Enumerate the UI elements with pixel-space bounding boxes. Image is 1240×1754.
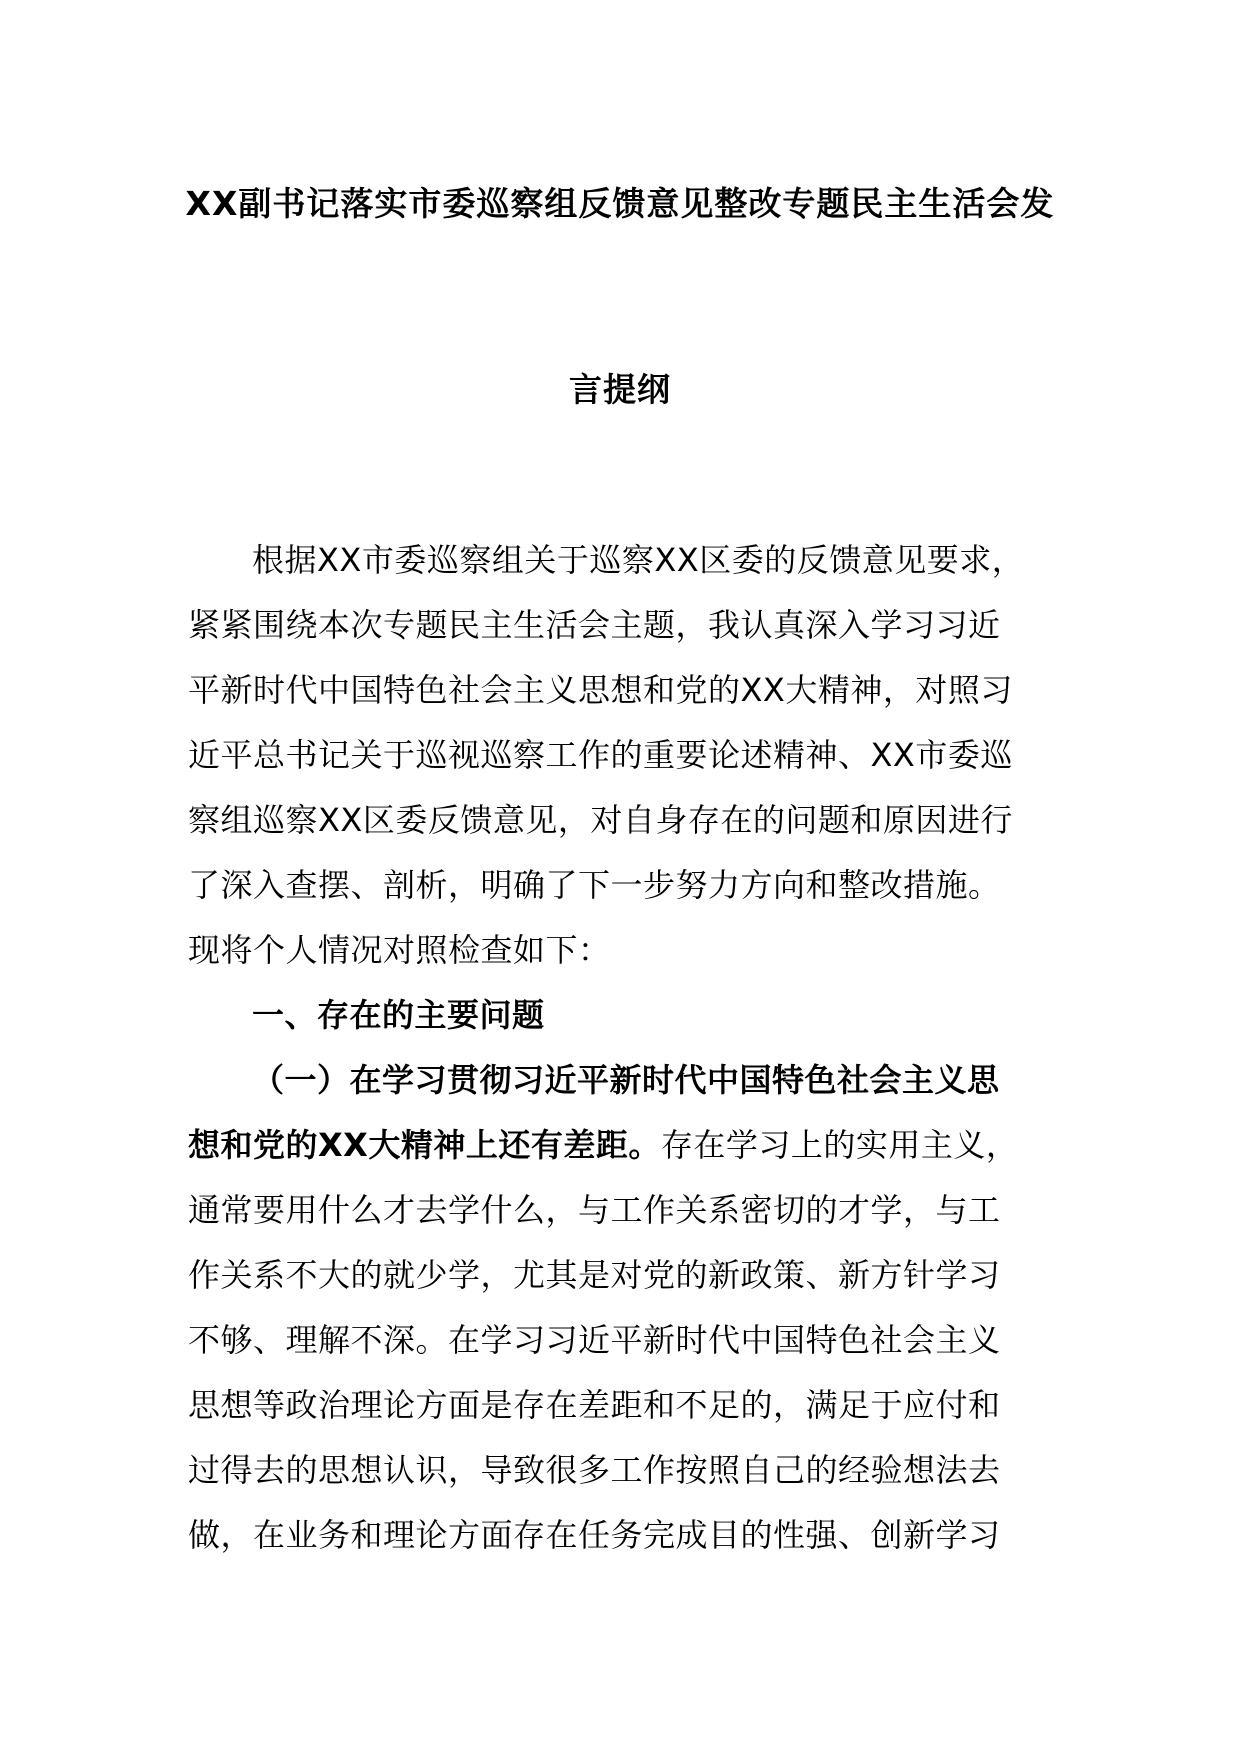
paragraph-line: 做，在业务和理论方面存在任务完成目的性强、创新学习: [188, 1516, 1001, 1554]
section-heading: 一、存在的主要问题: [252, 996, 545, 1034]
paragraph-line: 察组巡察XX区委反馈意见，对自身存在的问题和原因进行: [188, 801, 1013, 839]
paragraph-line: 通常要用什么才去学什么，与工作关系密切的才学，与工: [188, 1191, 1001, 1229]
paragraph-line: 现将个人情况对照检查如下：: [188, 931, 611, 969]
document-body: [188, 528, 1088, 1568]
subsection-heading-end: 想和党的XX大精神上还有差距。: [188, 1126, 661, 1164]
paragraph-line: 平新时代中国特色社会主义思想和党的XX大精神，对照习: [188, 671, 1013, 709]
paragraph-line: 近平总书记关于巡视巡察工作的重要论述精神、XX市委巡: [188, 736, 1013, 774]
paragraph-line: [188, 1113, 1088, 1178]
paragraph-line: 了深入查摆、剖析，明确了下一步努力方向和整改措施。: [188, 866, 1001, 904]
paragraph-line: 作关系不大的就少学，尤其是对党的新政策、新方针学习: [188, 1256, 1001, 1294]
paragraph-line: 紧紧围绕本次专题民主生活会主题，我认真深入学习习近: [188, 606, 1001, 644]
paragraph-text: 存在学习上的实用主义，: [660, 1126, 1019, 1164]
paragraph-line: 过得去的思想认识，导致很多工作按照自己的经验想法去: [188, 1451, 1001, 1489]
document-title-line-2: 言提纲: [569, 370, 671, 409]
paragraph-line: 思想等政治理论方面是存在差距和不足的，满足于应付和: [188, 1386, 1001, 1424]
paragraph-line: 根据XX市委巡察组关于巡察XX区委的反馈意见要求，: [252, 541, 1025, 579]
document-title-line-1: XX副书记落实市委巡察组反馈意见整改专题民主生活会发: [185, 184, 1055, 223]
subsection-heading: （一）在学习贯彻习近平新时代中国特色社会主义思: [252, 1061, 1000, 1099]
paragraph-line: 不够、理解不深。在学习习近平新时代中国特色社会主义: [188, 1321, 1001, 1359]
